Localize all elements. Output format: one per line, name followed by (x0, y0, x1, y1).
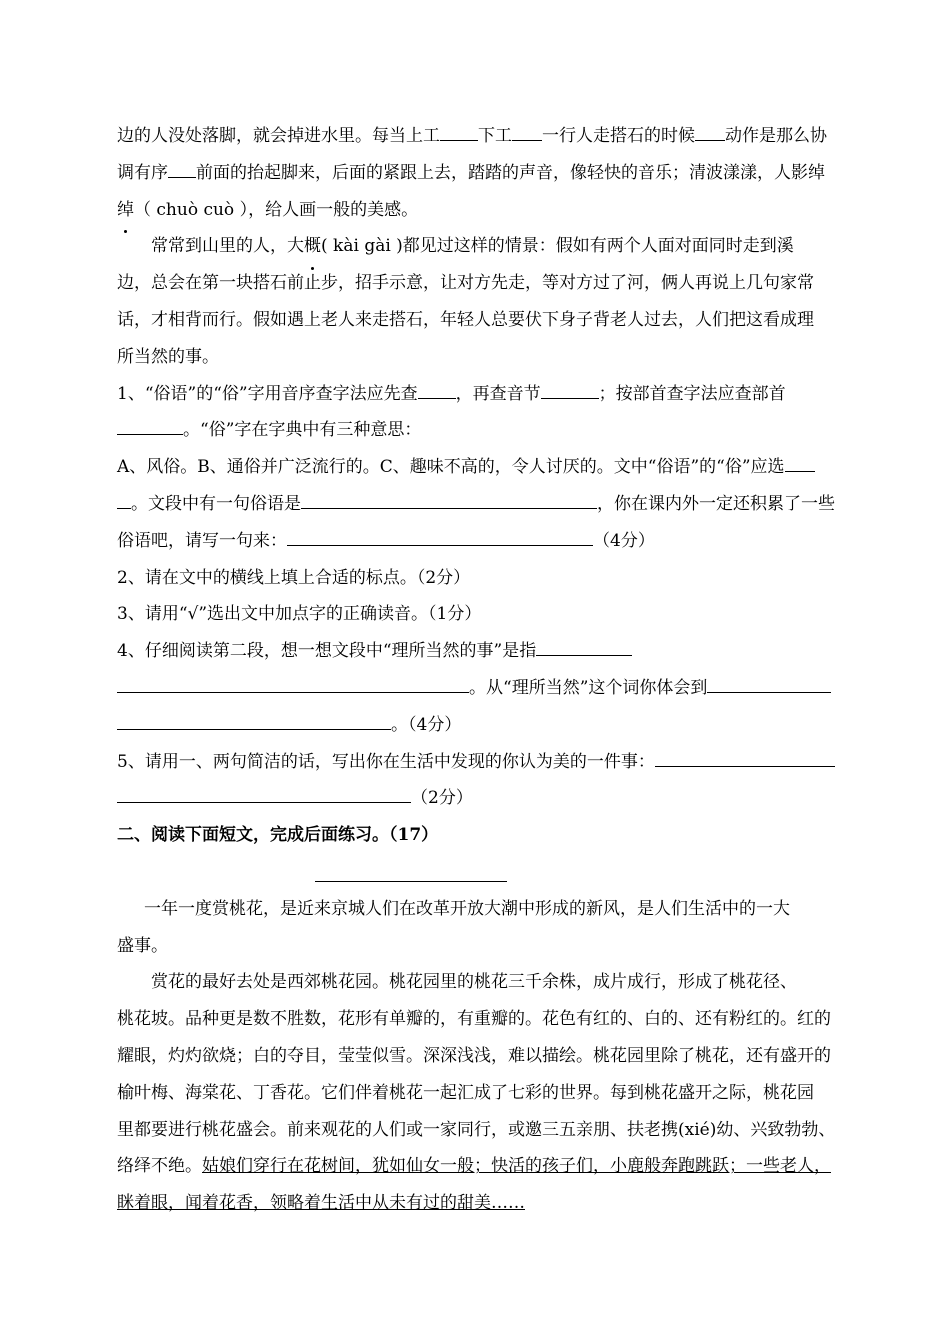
text: （ chuò cuò ），给人画一般的美感。 (134, 199, 419, 220)
text: 边的人没处落脚，就会掉进水里。每当上工 (117, 126, 440, 146)
question-5-line (117, 780, 877, 817)
text: ，你在课内外一定还积累了一些 (597, 493, 835, 514)
text: ( kài gài )都见过这样的情景：假如有两个人面对面同时走到溪 (321, 236, 794, 257)
exam-page (117, 118, 877, 1222)
question-5 (117, 744, 877, 781)
text: 。文段中有一句俗语是 (131, 493, 301, 514)
text: 。（4分） (391, 714, 462, 735)
answer-blank[interactable] (512, 123, 542, 141)
text: 4、仔细阅读第二段，想一想文段中“理所当然的事”是指 (117, 641, 537, 662)
text: 调有序 (117, 162, 168, 183)
text: 络绎不绝。 (117, 1156, 202, 1177)
passage-line (117, 118, 877, 155)
text: 1、“俗语”的“俗”字用音序查字法应先查 (117, 383, 418, 404)
dotted-char: 绰 (117, 192, 134, 229)
passage-line: 耀眼，灼灼欲烧；白的夺目，莹莹似雪。深深浅浅，难以描绘。桃花园里除了桃花，还有盛开的 (117, 1045, 831, 1066)
question-3: 3、请用“√”选出文中加点字的正确读音。（1分） (117, 604, 482, 625)
text: 一行人走搭石的时候 (542, 126, 695, 146)
underlined-text: 眯着眼，闻着花香，领略着生活中从未有过的甜美…… (117, 1193, 525, 1214)
passage-line (117, 192, 877, 229)
text: 常常到山里的人，大 (151, 236, 304, 257)
answer-blank[interactable] (117, 785, 411, 803)
passage-line: 所当然的事。 (117, 346, 219, 367)
passage-line: 话，才相背而行。假如遇上老人来走搭石，年轻人总要伏下身子背老人过去，人们把这看成理 (117, 309, 814, 330)
passage-line: 里都要进行桃花盛会。前来观花的人们或一家同行，或邀三五亲朋、扶老携(xié)幼、兴致勃勃、 (117, 1119, 836, 1140)
passage-line: 赏花的最好去处是西郊桃花园。桃花园里的桃花三千余株，成片成行，形成了桃花径、 (151, 972, 797, 993)
text: 5、请用一、两句简洁的话，写出你在生活中发现的你认为美的一件事： (117, 751, 655, 772)
text: A、风俗。B、通俗并广泛流行的。C、趣味不高的，令人讨厌的。文中“俗语”的“俗”应选 (117, 457, 785, 478)
answer-blank[interactable] (655, 749, 835, 767)
question-4 (117, 633, 877, 670)
answer-blank[interactable] (785, 454, 815, 472)
text: 前面的抬起脚来，后面的紧跟上去，踏踏的声音，像轻快的音乐；清波漾漾，人影绰 (196, 162, 825, 183)
answer-blank[interactable] (117, 491, 131, 509)
question-4-line (117, 670, 877, 707)
answer-blank[interactable] (707, 675, 831, 693)
passage-line (117, 1148, 877, 1185)
passage-line: 榆叶梅、海棠花、丁香花。它们伴着桃花一起汇成了七彩的世界。每到桃花盛开之际，桃花园 (117, 1082, 814, 1103)
question-2: 2、请在文中的横线上填上合适的标点。（2分） (117, 567, 471, 588)
answer-blank[interactable] (418, 381, 456, 399)
text: 下工 (478, 126, 512, 146)
text: 动作是那么协 (725, 126, 827, 146)
passage-line: 盛事。 (117, 935, 168, 956)
question-1-line (117, 412, 877, 449)
passage-line (117, 155, 877, 192)
question-1-line (117, 449, 877, 486)
section-heading: 二、阅读下面短文，完成后面练习。（17） (117, 825, 439, 846)
passage-line: 一年一度赏桃花，是近来京城人们在改革开放大潮中形成的新风，是人们生活中的一大 (144, 898, 790, 919)
passage-line (117, 1185, 877, 1222)
passage-line (117, 228, 877, 265)
question-1-line (117, 523, 877, 560)
answer-blank[interactable] (287, 528, 593, 546)
title-blank-row (117, 854, 877, 891)
text: （2分） (411, 788, 473, 809)
dotted-char: 概 (304, 228, 321, 265)
answer-blank[interactable] (168, 160, 196, 178)
question-1 (117, 376, 877, 413)
question-1-line (117, 486, 877, 523)
underlined-text: 姑娘们穿行在花树间，犹如仙女一般；快活的孩子们，小鹿般奔跑跳跃；一些老人， (202, 1156, 831, 1177)
title-blank[interactable] (315, 881, 507, 882)
answer-blank[interactable] (440, 123, 478, 141)
text: 。从“理所当然”这个词你体会到 (469, 677, 708, 698)
text: 俗语吧，请写一句来： (117, 530, 287, 551)
answer-blank[interactable] (117, 712, 391, 730)
answer-blank[interactable] (695, 123, 725, 141)
question-4-line (117, 707, 877, 744)
text: （4分） (593, 530, 655, 551)
passage-line: 桃花坡。品种更是数不胜数，花形有单瓣的，有重瓣的。花色有红的、白的、还有粉红的。红的 (117, 1009, 831, 1030)
passage-line: 边，总会在第一块搭石前止步，招手示意，让对方先走，等对方过了河，俩人再说上几句家常 (117, 273, 814, 294)
answer-blank[interactable] (301, 491, 597, 509)
answer-blank[interactable] (117, 675, 469, 693)
answer-blank[interactable] (117, 417, 183, 435)
text: ；按部首查字法应查部首 (598, 383, 786, 404)
answer-blank[interactable] (536, 638, 632, 656)
text: 。“俗”字在字典中有三种意思： (183, 420, 422, 441)
text: ，再查音节 (455, 383, 541, 404)
answer-blank[interactable] (541, 381, 599, 399)
